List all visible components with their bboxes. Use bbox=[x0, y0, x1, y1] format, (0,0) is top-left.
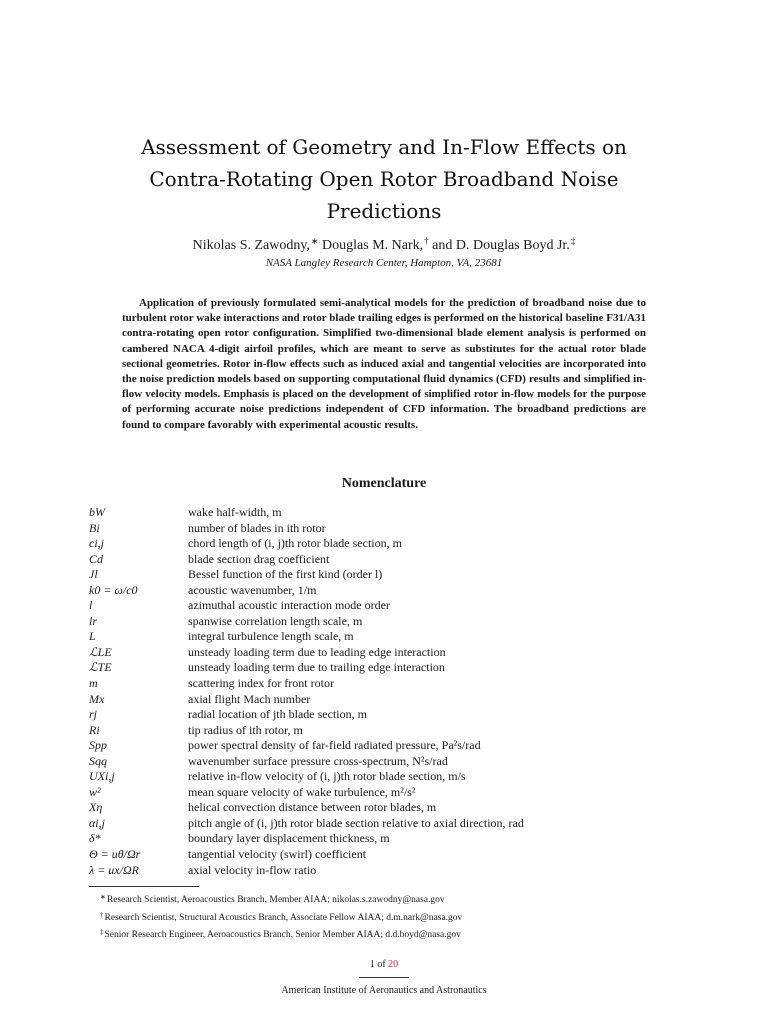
nomenclature-symbol: m bbox=[89, 676, 98, 691]
nomenclature-row bbox=[89, 676, 689, 692]
nomenclature-symbol: αi,j bbox=[89, 815, 105, 830]
nomenclature-symbol: Mx bbox=[89, 691, 105, 706]
footnote-mark: † bbox=[100, 910, 104, 919]
nomenclature-symbol: Cd bbox=[89, 551, 104, 566]
footnote-rule bbox=[89, 886, 199, 887]
nomenclature-row bbox=[89, 567, 689, 583]
footnote-text: Research Scientist, Aeroacoustics Branch, Member AIAA; nikolas.s.zawodny@nasa.gov bbox=[106, 895, 445, 905]
nomenclature-symbol: Sqq bbox=[89, 753, 107, 768]
nomenclature-definition: scattering index for front rotor bbox=[188, 676, 334, 691]
nomenclature-definition: wake half-width, m bbox=[188, 505, 282, 519]
nomenclature-row bbox=[89, 863, 689, 879]
nomenclature-row bbox=[89, 785, 689, 801]
nomenclature-symbol: UXi,j bbox=[89, 769, 115, 784]
nomenclature-definition: unsteady loading term due to leading edge interaction bbox=[188, 644, 446, 659]
footnote-text: Senior Research Engineer, Aeroacoustics Branch, Senior Member AIAA; d.d.boyd@nasa.gov bbox=[104, 930, 461, 940]
nomenclature-row bbox=[89, 723, 689, 739]
footer-rule bbox=[359, 977, 409, 978]
nomenclature-row bbox=[89, 831, 689, 847]
nomenclature-definition: wavenumber surface pressure cross-spectrum, N²s/rad bbox=[188, 753, 448, 768]
nomenclature-definition: tip radius of ith rotor, m bbox=[188, 722, 303, 737]
nomenclature-symbol: rj bbox=[89, 707, 98, 722]
nomenclature-row bbox=[89, 692, 689, 708]
affiliation: NASA Langley Research Center, Hampton, VA, 23681 bbox=[265, 257, 503, 269]
nomenclature-row bbox=[89, 645, 689, 661]
abstract: Application of previously formulated semi-analytical models for the prediction of broadband noise due to turbulent rotor wake interactions and rotor blade trailing edges is performed on the historical baseline F31/A31 contra-rotating open rotor configuration. Simplified two-dimensional blade element analysis is performed on cambered NACA 4-digit airfoil profiles, which are meant to serve as substitutes for the actual rotor blade sectional geometries. Rotor in-flow effects such as induced axial and tangential velocities are incorporated into the noise prediction models based on supporting computational fluid dynamics (CFD) results and simplified in-flow velocity models. Emphasis is placed on the development of simplified rotor in-flow models for the purpose of performing accurate noise predictions independent of CFD information. The broadband predictions are found to compare favorably with experimental acoustic results. bbox=[122, 297, 646, 431]
nomenclature-symbol: Xη bbox=[89, 800, 103, 815]
nomenclature-definition: relative in-flow velocity of (i, j)th rotor blade section, m/s bbox=[188, 769, 466, 784]
nomenclature-symbol: Bi bbox=[89, 520, 100, 535]
nomenclature-definition: tangential velocity (swirl) coefficient bbox=[188, 847, 367, 862]
author-1-name: Nikolas S. Zawodny, bbox=[192, 238, 310, 253]
nomenclature-symbol: Jl bbox=[89, 567, 98, 582]
nomenclature-definition: helical convection distance between rotor blades, m bbox=[188, 800, 437, 815]
nomenclature-row bbox=[89, 505, 689, 521]
nomenclature-row bbox=[89, 521, 689, 537]
nomenclature-symbol: l bbox=[89, 598, 93, 613]
nomenclature-row bbox=[89, 847, 689, 863]
nomenclature-row bbox=[89, 552, 689, 568]
nomenclature-definition: blade section drag coefficient bbox=[188, 551, 330, 566]
paper-title: Assessment of Geometry and In-Flow Effects on Contra-Rotating Open Rotor Broadband Noise Predictions bbox=[141, 135, 627, 223]
author-1-mark: ∗ bbox=[310, 236, 319, 246]
author-2-name: Douglas M. Nark, bbox=[322, 238, 424, 253]
nomenclature-definition: azimuthal acoustic interaction mode order bbox=[188, 598, 390, 613]
nomenclature-row bbox=[89, 614, 689, 630]
nomenclature-row bbox=[89, 707, 689, 723]
footnote bbox=[100, 908, 680, 926]
footnote-mark: ‡ bbox=[100, 928, 104, 936]
page-of: of bbox=[377, 959, 386, 970]
nomenclature-symbol: lr bbox=[89, 613, 98, 628]
nomenclature-definition: boundary layer displacement thickness, m bbox=[188, 831, 390, 846]
footnote-text: Research Scientist, Structural Acoustics Branch, Associate Fellow AIAA; d.m.nark@nasa.gov bbox=[104, 912, 463, 923]
nomenclature-row bbox=[89, 816, 689, 832]
nomenclature-definition: Bessel function of the first kind (order l) bbox=[188, 567, 383, 582]
page-current: 1 bbox=[369, 959, 375, 970]
nomenclature-row bbox=[89, 800, 689, 816]
nomenclature-symbol: ci,j bbox=[89, 536, 104, 551]
nomenclature-symbol: bW bbox=[89, 505, 105, 519]
nomenclature-definition: power spectral density of far-field radiated pressure, Pa²s/rad bbox=[188, 738, 481, 753]
nomenclature-definition: radial location of jth blade section, m bbox=[188, 707, 367, 722]
author-2-mark: † bbox=[424, 236, 429, 246]
page-total-link[interactable]: 20 bbox=[388, 959, 399, 970]
nomenclature-definition: integral turbulence length scale, m bbox=[188, 629, 354, 644]
nomenclature-row bbox=[89, 598, 689, 614]
nomenclature-symbol: ℒLE bbox=[89, 644, 112, 659]
nomenclature-symbol: λ = ux/ΩR bbox=[89, 862, 139, 877]
nomenclature-definition: chord length of (i, j)th rotor blade section, m bbox=[188, 536, 402, 551]
nomenclature-symbol: ℒTE bbox=[89, 660, 112, 675]
nomenclature-symbol: Θ = uθ/Ωr bbox=[89, 847, 141, 862]
nomenclature-symbol: Ri bbox=[89, 722, 100, 737]
nomenclature-definition: axial flight Mach number bbox=[188, 691, 311, 706]
nomenclature-definition: acoustic wavenumber, 1/m bbox=[188, 582, 317, 597]
author-line bbox=[100, 232, 668, 255]
nomenclature-symbol: Spp bbox=[89, 738, 107, 753]
nomenclature-definition: pitch angle of (i, j)th rotor blade section relative to axial direction, rad bbox=[188, 815, 524, 830]
nomenclature-row bbox=[89, 754, 689, 770]
footnote bbox=[100, 890, 680, 908]
nomenclature-symbol: k0 = ω/c0 bbox=[89, 582, 138, 597]
author-3-mark: ‡ bbox=[570, 236, 576, 246]
footnote bbox=[100, 925, 680, 943]
nomenclature-symbol: δ* bbox=[89, 831, 101, 846]
nomenclature-heading: Nomenclature bbox=[341, 476, 427, 491]
nomenclature-row bbox=[89, 583, 689, 599]
nomenclature-row bbox=[89, 769, 689, 785]
nomenclature-row bbox=[89, 660, 689, 676]
nomenclature-definition: axial velocity in-flow ratio bbox=[188, 862, 317, 877]
nomenclature-list bbox=[89, 505, 689, 878]
nomenclature-definition: number of blades in ith rotor bbox=[188, 520, 326, 535]
nomenclature-row bbox=[89, 536, 689, 552]
nomenclature-definition: spanwise correlation length scale, m bbox=[188, 613, 363, 628]
nomenclature-symbol: L bbox=[89, 629, 96, 644]
nomenclature-row bbox=[89, 629, 689, 645]
nomenclature-definition: unsteady loading term due to trailing edge interaction bbox=[188, 660, 445, 675]
nomenclature-definition: mean square velocity of wake turbulence, m²/s² bbox=[188, 784, 416, 799]
footnote-mark: ∗ bbox=[100, 893, 106, 901]
organization-footer: American Institute of Aeronautics and Astronautics bbox=[281, 985, 487, 996]
author-3-name: and D. Douglas Boyd Jr. bbox=[432, 238, 570, 253]
footnotes bbox=[100, 890, 680, 943]
nomenclature-symbol: w² bbox=[89, 784, 101, 799]
nomenclature-row bbox=[89, 738, 689, 754]
page-number bbox=[334, 958, 434, 972]
